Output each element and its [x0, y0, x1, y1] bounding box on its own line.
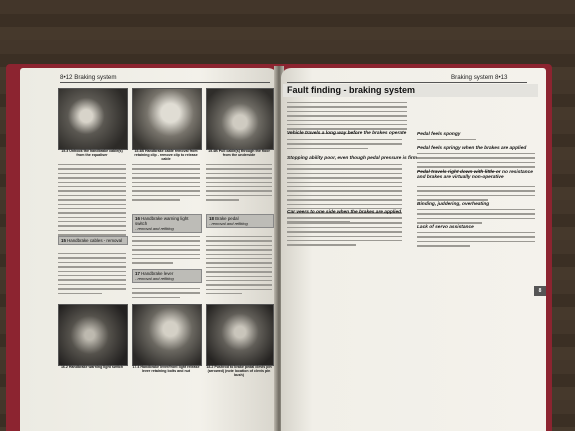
section-17-title: Handbrake lever [141, 271, 174, 276]
section-17-sub: - removal and refitting [135, 276, 174, 281]
heading-binding: Binding, juddering, overheating [417, 202, 490, 207]
title-bar [283, 84, 538, 97]
caption-photo-5: 17.4 Handbrake lever/front light release lever retaining bolts and nut [132, 365, 200, 374]
text-column-3 [206, 164, 272, 204]
photo-retaining-clip [132, 88, 202, 150]
heading-servo: Lack of servo assistance [417, 225, 474, 230]
heading-stopping-poor: Stopping ability poor, even though pedal pressure is firm [287, 156, 418, 161]
section-18-heading [206, 214, 274, 228]
caption-photo-1: 15.3 Unhook the handbrake cable(s) from the equaliser [61, 149, 123, 158]
heading-spongy: Pedal feels spongy [417, 132, 461, 137]
caption-photo-6: 18.2 Pushrod to brake pedal clevis pin (arrowed) (note location of clevis pin bush) [206, 365, 272, 378]
section-18-number: 18 [209, 216, 214, 221]
text-column-1b [58, 253, 126, 297]
heading-pedal-down: Pedal travels right down with little or no resistance and brakes are virtually non-operative [417, 170, 533, 180]
left-page [20, 68, 278, 431]
right-page [281, 68, 546, 431]
section-16-sub: - removal and refitting [135, 226, 174, 231]
heading-long-travel: Vehicle travels a long way before the brakes operate [287, 131, 407, 136]
heading-veers: Car veers to one side when the brakes are applied [287, 210, 402, 215]
section-17-heading [132, 269, 202, 283]
caption-photo-3: 15.4B Pull cable(s) through the floor from the underside [208, 149, 270, 158]
photo-equaliser [58, 88, 128, 150]
section-15-number: 15 [61, 238, 66, 243]
photo-underside [206, 88, 274, 150]
text-column-1 [58, 164, 126, 247]
photo-warning-switch [58, 304, 128, 366]
left-running-head: 8•12 Braking system [60, 74, 117, 81]
right-running-head: Braking system 8•13 [451, 74, 508, 81]
right-head-rule [287, 82, 527, 83]
section-18-title: Brake pedal [215, 216, 239, 221]
pedal-down-text [417, 186, 535, 204]
text-column-2b [132, 236, 200, 267]
section-16-title: Handbrake warning light switch [135, 216, 189, 226]
left-head-rule [60, 82, 270, 83]
stopping-poor-text [287, 164, 402, 225]
servo-text [417, 232, 535, 250]
section-17-number: 17 [135, 271, 140, 276]
long-travel-text [287, 139, 402, 152]
text-column-2c [132, 288, 200, 301]
binding-text [417, 209, 535, 227]
text-column-2 [132, 164, 200, 204]
caption-photo-2: 15.4B Handbrake cable removal from retaining clip - remove clip to release cable [134, 149, 198, 162]
page-title: Fault finding - braking system [287, 85, 416, 95]
section-16-number: 16 [135, 216, 140, 221]
veers-text [287, 218, 402, 249]
caption-photo-4: 16.2 Handbrake warning light switch [60, 365, 124, 369]
section-15-heading [58, 236, 128, 245]
text-column-3b [206, 236, 272, 297]
heading-springy: Pedal feels springy when the brakes are applied [417, 146, 527, 151]
spongy-text [417, 139, 535, 143]
photo-lever-bolts [132, 304, 202, 366]
section-18-sub: - removal and refitting [209, 221, 248, 226]
chapter-tab: 8 [534, 286, 546, 296]
photo-clevis-pin [206, 304, 274, 366]
section-15-title: Handbrake cables - removal [67, 238, 123, 243]
section-16-heading [132, 214, 202, 233]
